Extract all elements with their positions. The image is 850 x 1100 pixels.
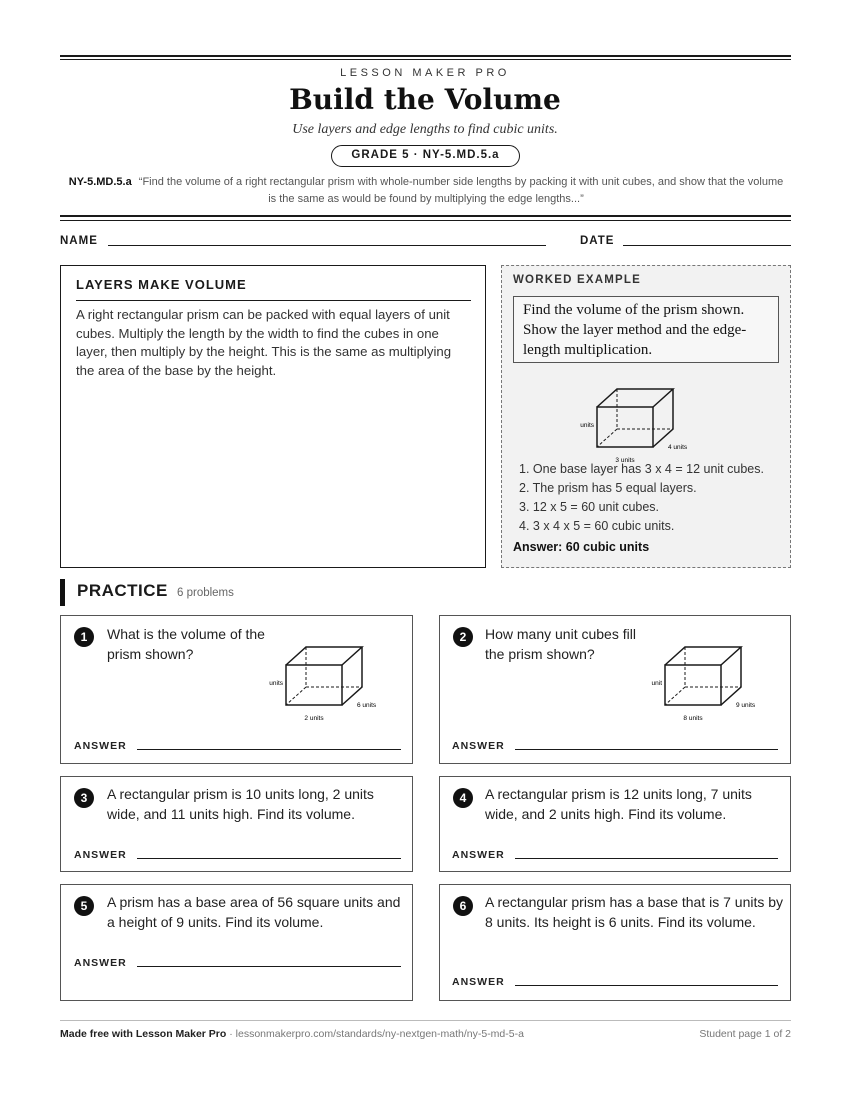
practice-accent-bar [60, 579, 65, 606]
prism-top-face [597, 389, 673, 407]
answer-field[interactable] [515, 858, 778, 859]
problem-1-prism-figure [261, 634, 391, 722]
date-label: DATE [580, 235, 615, 247]
answer-field[interactable] [137, 858, 401, 859]
worked-example-heading: WORKED EXAMPLE [513, 274, 641, 286]
worked-prism-figure [572, 376, 702, 464]
prism-front-face [665, 665, 721, 705]
prism-hidden-edge [597, 429, 617, 447]
header-bottom-rule-thin [60, 220, 791, 221]
practice-count: 6 problems [177, 587, 234, 599]
concept-heading: LAYERS MAKE VOLUME [76, 276, 471, 301]
footer-made-with: Made free with Lesson Maker Pro [60, 1028, 227, 1040]
problem-text: How many unit cubes fill the prism shown? [485, 626, 636, 662]
top-rule [60, 55, 791, 57]
brand-name: LESSON MAKER PRO [340, 67, 510, 79]
worked-example-steps [519, 460, 764, 536]
standard-description [66, 174, 786, 208]
problem-card-2 [439, 615, 791, 764]
problem-number-badge: 6 [453, 896, 473, 916]
answer-field[interactable] [137, 749, 401, 750]
problem-number-badge: 5 [74, 896, 94, 916]
prism-hidden-edges [685, 647, 741, 687]
prism-front-face [286, 665, 342, 705]
answer-field[interactable] [515, 985, 778, 986]
standard-code: NY-5.MD.5.a [68, 176, 132, 188]
name-label: NAME [60, 235, 98, 247]
depth-label: 6 units [357, 702, 377, 709]
worked-example-answer: Answer: 60 cubic units [513, 540, 650, 554]
height-label: units [580, 422, 594, 429]
prism-hidden-edges [617, 389, 673, 429]
problem-text: What is the volume of the prism shown? [107, 626, 265, 662]
width-label: 8 units [683, 715, 703, 722]
problem-2-prism-figure [640, 634, 770, 722]
prism-top-face [286, 647, 362, 665]
problem-text: A rectangular prism has a base that is 7 units by 8 units. Its height is 6 units. Find its volume. [485, 894, 784, 930]
height-label: units [269, 680, 283, 687]
answer-label: ANSWER [74, 957, 127, 969]
width-label: 3 units [615, 457, 635, 464]
answer-field[interactable] [515, 749, 778, 750]
answer-label: ANSWER [452, 849, 505, 861]
width-label: 2 units [304, 715, 324, 722]
problem-card-5 [60, 884, 413, 1001]
page-subtitle: Use layers and edge lengths to find cubic units. [292, 122, 558, 137]
prism-hidden-edge [286, 687, 306, 705]
top-rule-thin [60, 59, 791, 60]
prism-top-face [665, 647, 741, 665]
problem-text: A rectangular prism is 10 units long, 2 units wide, and 11 units high. Find its volume. [107, 786, 374, 822]
concept-box [60, 265, 486, 568]
date-field[interactable] [623, 245, 791, 246]
footer-url[interactable]: lessonmakerpro.com/standards/ny-nextgen-math/ny-5-md-5-a [235, 1028, 524, 1040]
problem-card-1 [60, 615, 413, 764]
name-field[interactable] [108, 245, 546, 246]
concept-body: A right rectangular prism can be packed with equal layers of unit cubes. Multiply the length by the width to find the cubes in one layer, then multiply by the height. This is the same as multiplying the area of the base by the height. [76, 307, 452, 378]
height-label: unit [651, 680, 662, 687]
problem-number-badge: 2 [453, 627, 473, 647]
problem-number-badge: 3 [74, 788, 94, 808]
problem-text: A prism has a base area of 56 square units and a height of 9 units. Find its volume. [107, 894, 401, 930]
answer-label: ANSWER [74, 849, 127, 861]
prism-front-face [597, 407, 653, 447]
footer-separator: · [226, 1028, 236, 1040]
answer-label: ANSWER [452, 976, 505, 988]
footer-credit [60, 1028, 524, 1040]
page-title: Build the Volume [289, 83, 561, 116]
problem-number-badge: 4 [453, 788, 473, 808]
footer-page-number: Student page 1 of 2 [699, 1028, 791, 1040]
problem-card-4 [439, 776, 791, 872]
worked-step: 1. One base layer has 3 x 4 = 12 unit cubes. [519, 462, 764, 476]
worked-step: 2. The prism has 5 equal layers. [519, 481, 697, 495]
problem-card-6 [439, 884, 791, 1001]
problem-card-3 [60, 776, 413, 872]
depth-label: 4 units [668, 444, 688, 451]
worked-example-prompt: Find the volume of the prism shown. Show the layer method and the edge-length multiplication. [513, 296, 779, 363]
practice-title: PRACTICE [77, 581, 168, 600]
footer-rule [60, 1020, 791, 1021]
problem-text: A rectangular prism is 12 units long, 7 units wide, and 2 units high. Find its volume. [485, 786, 752, 822]
header-bottom-rule [60, 215, 791, 217]
worked-step: 4. 3 x 4 x 5 = 60 cubic units. [519, 519, 675, 533]
problem-number-badge: 1 [74, 627, 94, 647]
answer-label: ANSWER [452, 740, 505, 752]
worked-example-box [501, 265, 791, 568]
prism-hidden-edge [665, 687, 685, 705]
answer-field[interactable] [137, 966, 401, 967]
standard-text: “Find the volume of a right rectangular prism with whole-number side lengths by packing it with unit cubes, and show that the volume is the same as would be found by multiplying the edge lengths...” [138, 176, 784, 205]
worked-step: 3. 12 x 5 = 60 unit cubes. [519, 500, 660, 514]
grade-badge: GRADE 5 · NY-5.MD.5.a [331, 145, 520, 167]
depth-label: 9 units [736, 702, 756, 709]
answer-label: ANSWER [74, 740, 127, 752]
prism-hidden-edges [306, 647, 362, 687]
